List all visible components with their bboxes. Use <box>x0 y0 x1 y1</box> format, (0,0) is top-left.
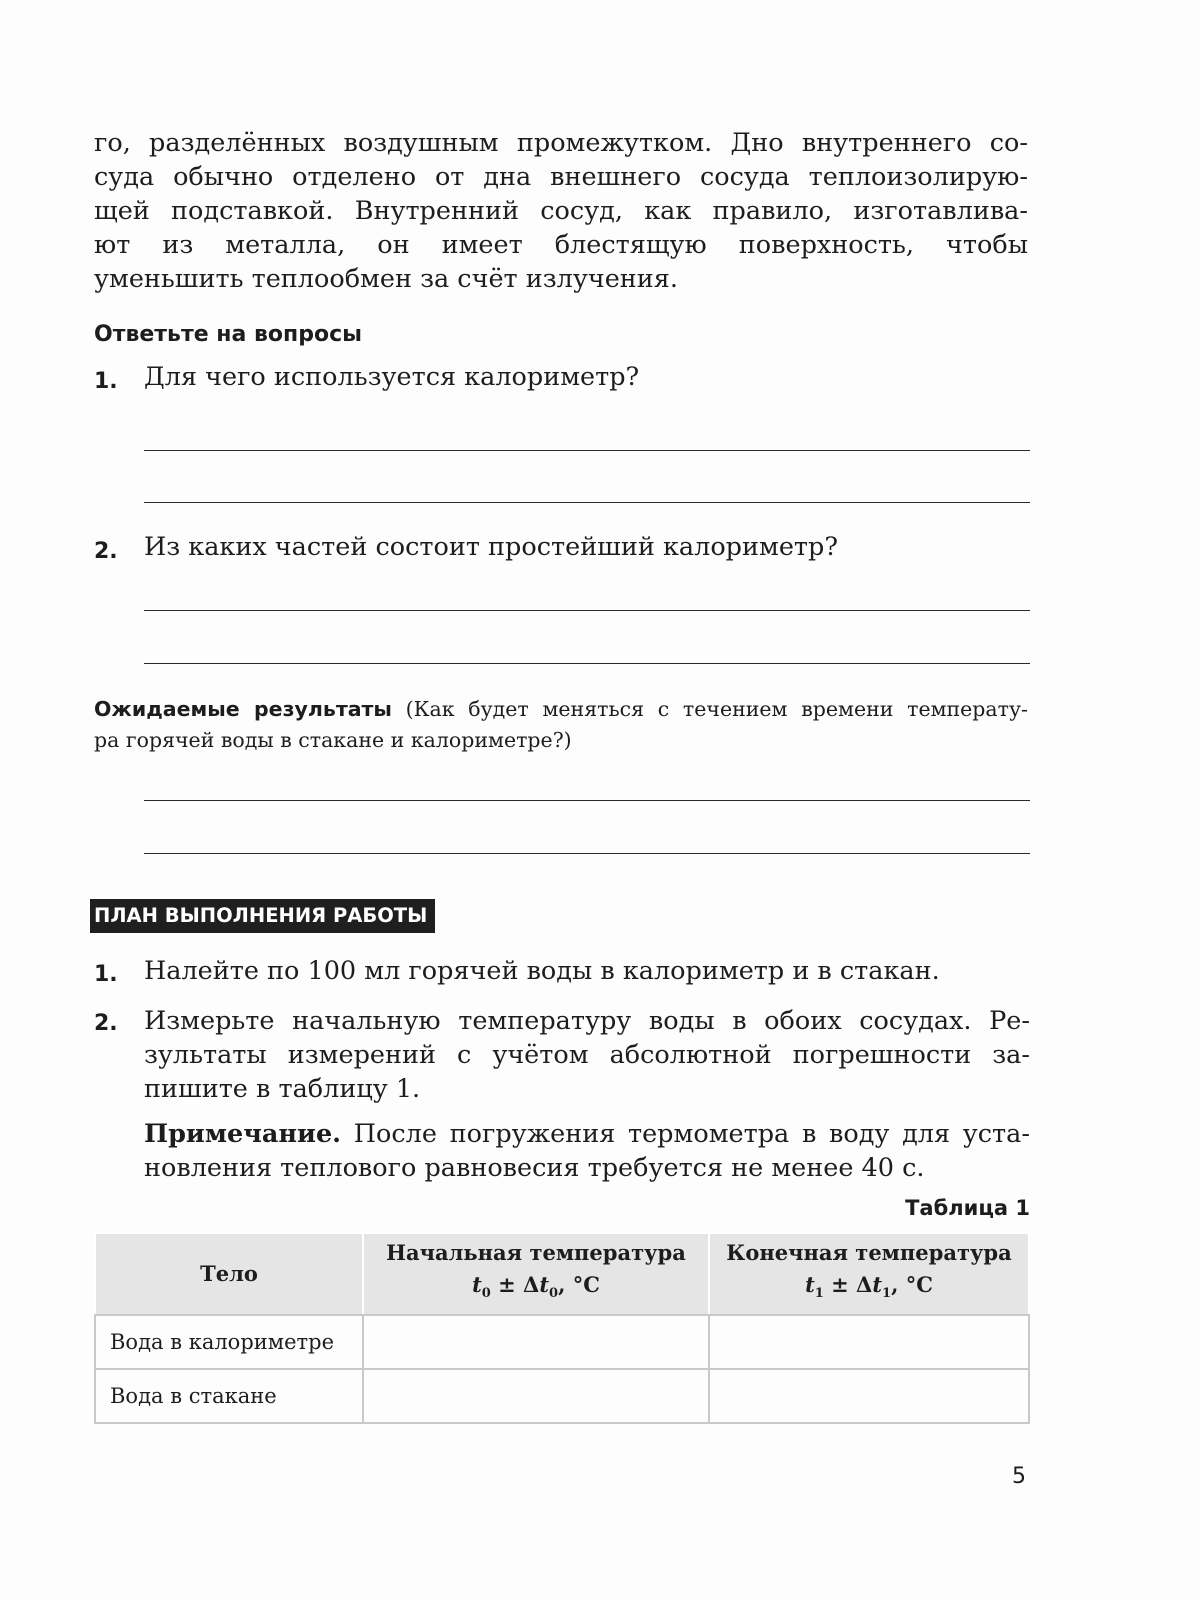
answer-line[interactable] <box>144 853 1030 854</box>
intro-line: щей подставкой. Внутренний сосуд, как правило, изготавлива- <box>94 196 1028 226</box>
expected-results-label: Ожидаемые результаты <box>94 697 392 721</box>
question-number: 2. <box>94 539 118 564</box>
answer-line[interactable] <box>144 502 1030 503</box>
step-number: 1. <box>94 962 118 987</box>
column-header-initial: Начальная температура $t_0 \pm \Delta t_0$, °C <box>363 1233 709 1315</box>
column-header-body: Тело <box>95 1233 363 1315</box>
table-cell-initial[interactable] <box>363 1369 709 1423</box>
intro-line: го, разделённых воздушным промежутком. Дно внутреннего со- <box>94 128 1028 158</box>
intro-paragraph <box>94 126 1028 296</box>
table-cell-body: Вода в калориметре <box>95 1315 363 1369</box>
answer-line[interactable] <box>144 663 1030 664</box>
plan-heading: ПЛАН ВЫПОЛНЕНИЯ РАБОТЫ <box>90 899 435 933</box>
note-label: Примечание. <box>144 1119 342 1149</box>
intro-line: суда обычно отделено от дна внешнего сосуда теплоизолирую- <box>94 162 1028 192</box>
table-header-row <box>95 1233 1029 1315</box>
page-number: 5 <box>1012 1464 1026 1489</box>
step-2-text: Измерьте начальную температуру воды в обоих сосудах. Ре- зультаты измерений с учётом абсолютной погрешности за- пишите в таблицу 1. <box>144 1006 1030 1104</box>
intro-line: ют из металла, он имеет блестящую поверхность, чтобы <box>94 230 1028 260</box>
note: Примечание. После погружения термометра в воду для уста- новления теплового равновесия требуется не менее 40 с. <box>144 1119 1030 1183</box>
answer-line[interactable] <box>144 610 1030 611</box>
table-cell-final[interactable] <box>709 1369 1029 1423</box>
answer-line[interactable] <box>144 450 1030 451</box>
expected-line: Ожидаемые результаты (Как будет меняться с течением времени температу- <box>94 697 1028 721</box>
table-cell-final[interactable] <box>709 1315 1029 1369</box>
table-cell-body: Вода в стакане <box>95 1369 363 1423</box>
table-cell-initial[interactable] <box>363 1315 709 1369</box>
question-text: Для чего используется калориметр? <box>144 362 640 392</box>
answer-line[interactable] <box>144 800 1030 801</box>
step-1-text: Налейте по 100 мл горячей воды в калориметр и в стакан. <box>144 956 940 986</box>
step-number: 2. <box>94 1011 118 1036</box>
table-caption: Таблица 1 <box>905 1196 1030 1220</box>
column-header-final: Конечная температура $t_1 \pm \Delta t_1$, °C <box>709 1233 1029 1315</box>
expected-line: ра горячей воды в стакане и калориметре?) <box>94 728 572 752</box>
question-text: Из каких частей состоит простейший калориметр? <box>144 532 839 562</box>
table-row <box>95 1369 1029 1423</box>
results-table <box>94 1232 1030 1424</box>
question-number: 1. <box>94 369 118 394</box>
expected-results <box>94 694 1028 756</box>
table-row <box>95 1315 1029 1369</box>
questions-heading: Ответьте на вопросы <box>94 322 363 347</box>
intro-line: уменьшить теплообмен за счёт излучения. <box>94 264 678 294</box>
